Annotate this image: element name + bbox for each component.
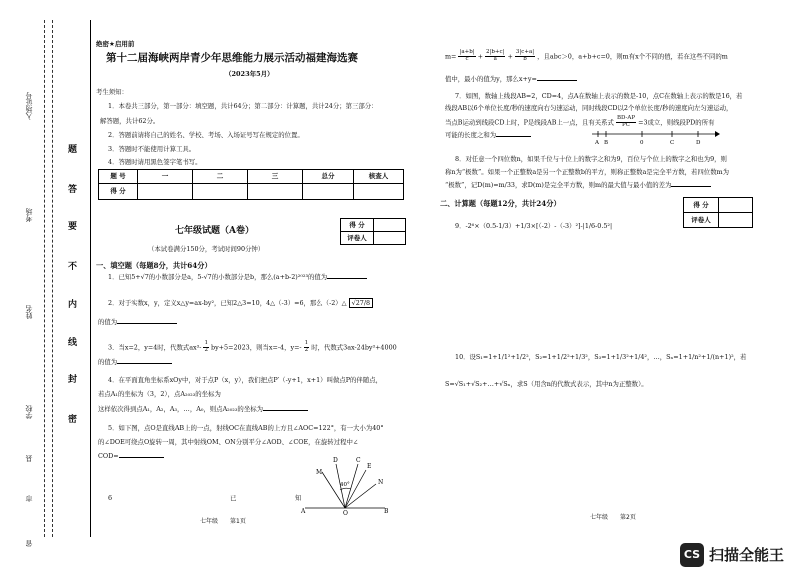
question-6-fragment: 知	[295, 494, 302, 502]
seal-char: 不	[68, 262, 78, 272]
score-table-header: 总分	[303, 170, 354, 184]
seal-char: 封	[68, 375, 78, 385]
notes-heading: 考生须知：	[96, 88, 128, 96]
question-2-text-b: 的值为	[98, 318, 118, 326]
fraction-half: $\frac{1}{2}$	[204, 340, 208, 353]
label-c: C	[356, 457, 361, 464]
label-e: E	[367, 463, 372, 470]
page-footer: 七年级 第2页	[590, 514, 636, 521]
fraction: $\frac{2|b+c|}{a}$	[486, 49, 505, 62]
field-province: 省	[25, 540, 33, 547]
grader-score-label: 得 分	[341, 219, 374, 232]
question-4-line-c: 若点A₁的坐标为（3，2），点A₂₀₂₃的坐标为	[98, 390, 221, 398]
question-3-text-b: by+5=2023，则当x=-4，y=-	[210, 343, 302, 352]
label-b: B	[384, 508, 389, 515]
note-line: 3．答题时不能使用计算工具。	[108, 145, 196, 153]
answer-blank[interactable]	[496, 136, 531, 137]
question-7-text-g: 可能的长度之和为	[445, 131, 497, 139]
sqrt-box: √27/8	[349, 298, 373, 308]
grader-reviewer-cell[interactable]	[719, 213, 753, 228]
question-8-text: “极数”，记D(m)=m/33，求D(m)是完全平方数，则m的最大值与最小值的差为	[445, 181, 672, 189]
grader-box	[340, 218, 406, 245]
score-table-header: 题 号	[99, 170, 138, 184]
label-a: A	[595, 140, 599, 144]
question-8-line-c	[445, 181, 711, 189]
number-line	[590, 124, 720, 144]
angle-arc	[340, 488, 351, 490]
label-b: B	[604, 140, 609, 144]
score-table-header: 二	[193, 170, 248, 184]
question-5-line-b: 的∠DOE可绕点O旋转一周，其中射线OM、ON分别平分∠AOD、∠COE，在旋转过程中∠	[98, 438, 359, 446]
page-title: 第十二届海峡两岸青少年思维能力展示活动福建海选赛	[106, 52, 358, 64]
watermark-text: 扫描全能王	[708, 545, 784, 564]
question-6-line-2	[445, 75, 577, 83]
question-10-line-a: 10．设S₁=1+1/1²+1/2²，S₂=1+1/2²+1/3²，S₃=1+1/3²+1/4²，…，Sₙ=1+1/n²+1/(n+1)²，若	[455, 353, 747, 361]
exam-title: 七年级试题（A卷）	[175, 226, 254, 236]
note-line: 解答题，共计62分。	[100, 117, 160, 125]
fraction-half: $\frac{1}{2}$	[304, 340, 309, 353]
dashed-line	[52, 20, 53, 537]
question-2-tail	[98, 318, 177, 326]
field-exam-room: 考场	[25, 208, 33, 222]
question-9: 9．-2⁶×（0.5-1/3）+1/3×[（-2）-（-3）²]-|1/6-0.5²|	[455, 222, 613, 230]
answer-blank[interactable]	[263, 410, 308, 411]
exam-date: （2023年5月）	[225, 70, 274, 78]
seal-char: 线	[68, 338, 78, 348]
question-7-line-b: 线段AB以6个单位长度/秒的速度向右匀速运动，同时线段CD以2个单位长度/秒的速度向左匀速运动，	[445, 104, 733, 112]
score-table-header: 三	[248, 170, 303, 184]
question-6-fragment: 6	[108, 494, 113, 502]
score-cell[interactable]	[248, 184, 303, 200]
question-5-line-a: 5．如下图，点O是直线AB上的一点，射线OC在直线AB的上方且∠AOC=122°，有一大小为40°	[108, 424, 384, 432]
note-line: 2．答题前请将自己的姓名、学校、考场、入场证号写在规定的位置。	[108, 131, 304, 139]
field-admission-no: 入场证号	[25, 92, 33, 120]
question-10-line-b: S=√S₁+√S₂+…+√Sₙ，求S（用含n的代数式表示，其中n为正整数）。	[445, 380, 648, 388]
answer-blank[interactable]	[671, 186, 711, 187]
section-fill-blank: 一、填空题（每题8分，共计64分）	[96, 261, 212, 270]
answer-blank[interactable]	[117, 363, 172, 364]
grader-score-cell[interactable]	[719, 198, 753, 213]
question-4-text-d: 这样依次得到点A₁，A₂，A₃，…，A₀，则点A₂₀₂₃的坐标为	[98, 405, 263, 413]
answer-blank[interactable]	[117, 323, 177, 324]
score-cell[interactable]	[303, 184, 354, 200]
question-3-text-a: 3．当x=2，y=4时，代数式ax³-	[108, 343, 202, 352]
answer-blank[interactable]	[119, 457, 164, 458]
question-3-tail	[98, 358, 172, 366]
question-3	[108, 341, 397, 354]
angle-figure	[300, 456, 390, 516]
page-footer: 七年级 第1页	[200, 518, 246, 525]
field-school: 学校	[25, 405, 33, 419]
grader-reviewer-label: 评卷人	[341, 232, 374, 245]
question-2-text: 2．对于实数x，y，定义x△y=ax-by²，已知2△3=10，4△（-3）=6，那么（-2）△	[108, 299, 347, 307]
arrow-right-icon	[715, 131, 720, 137]
note-line: 1．本卷共三部分，第一部分：填空题，共计64分；第二部分：计算题，共计24分；第三部分：	[108, 102, 378, 110]
label-c: C	[670, 140, 675, 144]
question-6-text: 值中，最小的值为y，那么x+y=	[445, 75, 537, 83]
seal-char: 内	[68, 300, 78, 310]
question-7-line-a: 7．如图，数轴上线段AB=2，CD=4，点A在数轴上表示的数是-10，点C在数轴上表示的数是16，若	[455, 92, 743, 100]
answer-blank[interactable]	[327, 278, 367, 279]
score-cell[interactable]	[138, 184, 193, 200]
question-3-text-c: 时，代数式3ax-24by³+4000	[311, 343, 397, 352]
question-3-text-d: 的值为	[98, 358, 118, 366]
cs-logo-icon: CS	[680, 543, 704, 567]
seal-char: 题	[68, 145, 78, 155]
question-1	[108, 273, 367, 281]
question-1-text: 1．已知5+√7的小数部分是a，5-√7的小数部分是b，那么(a+b-2)²⁰²³的值为	[108, 273, 328, 281]
question-7-text-e: =3成立，则线段PD的所有	[638, 118, 715, 127]
label-o: O	[343, 510, 348, 516]
score-table	[98, 169, 404, 200]
seal-char: 答	[68, 185, 78, 195]
scanner-watermark	[680, 543, 784, 567]
question-6-fragment: 已	[230, 494, 237, 502]
score-cell[interactable]	[193, 184, 248, 200]
grader-box-right	[683, 197, 753, 228]
label-angle: 40°	[340, 482, 350, 488]
grader-score-cell[interactable]	[374, 219, 406, 232]
question-2	[108, 298, 373, 308]
score-table-header: 核查人	[354, 170, 404, 184]
label-m: M	[316, 469, 323, 476]
label-d: D	[696, 140, 701, 144]
seal-char: 要	[68, 222, 78, 232]
question-8-line-b: 称n为“极数”。如果一个正整数a是另一个正整数b的平方，则称正整数a是完全平方数，若四位数m为	[445, 168, 730, 176]
score-table-row-label: 得 分	[99, 184, 138, 200]
section-calculation: 二、计算题（每题12分，共计24分）	[440, 199, 561, 208]
field-county: 县	[25, 455, 33, 462]
answer-blank[interactable]	[537, 80, 577, 81]
grader-reviewer-cell[interactable]	[374, 232, 406, 245]
fraction: $\frac{BD-AP}{PC}$	[616, 115, 636, 128]
question-8-line-a: 8．对任意一个四位数n，如果千位与十位上的数字之和为9，百位与个位上的数字之和也为9，则	[455, 155, 727, 163]
label-zero: 0	[640, 140, 644, 144]
question-6-line: m= $\frac{|a+b|}{c}$ + $\frac{2|b+c|}{a}$ + $\frac{3|c+a|}{b}$ ，且abc＞0，a+b+c=0，则m有x个不同的值，若在这些不同的m	[445, 49, 728, 62]
field-city: 市	[25, 495, 33, 502]
solid-binding-line	[90, 20, 91, 537]
exam-subtitle: （本试卷满分150分，考试时间90分钟）	[148, 245, 265, 253]
field-name: 姓名	[25, 305, 33, 319]
label-n: N	[378, 479, 384, 486]
question-5-line-c	[98, 452, 164, 460]
label-d: D	[333, 457, 338, 464]
score-table-header: 一	[138, 170, 193, 184]
question-7-line-g	[445, 131, 531, 139]
score-cell[interactable]	[354, 184, 404, 200]
label-a: A	[301, 508, 306, 515]
sqrt-value: 27/8	[355, 299, 371, 307]
ray-oe	[345, 470, 366, 508]
grader-reviewer-label: 评卷人	[684, 213, 719, 228]
confidential-mark: 绝密★启用前	[96, 40, 135, 48]
question-4-line-a: 4．在平面直角坐标系xOy中，对于点P（x，y），我们把点P′（-y+1，x+1）叫做点P的伴随点，	[108, 376, 382, 384]
note-line: 4．答题时请用黑色签字笔书写。	[108, 158, 202, 166]
fraction: $\frac{|a+b|}{c}$	[459, 49, 475, 62]
seal-char: 密	[68, 415, 78, 425]
fraction: $\frac{3|c+a|}{b}$	[515, 49, 535, 62]
question-7-text: 当点B运动到线段CD上时，P是线段AB上一点，且有关系式	[445, 118, 614, 127]
grader-score-label: 得 分	[684, 198, 719, 213]
dashed-line	[44, 20, 45, 537]
question-5-text-c: COD=	[98, 452, 119, 460]
question-4-line-d	[98, 405, 308, 413]
